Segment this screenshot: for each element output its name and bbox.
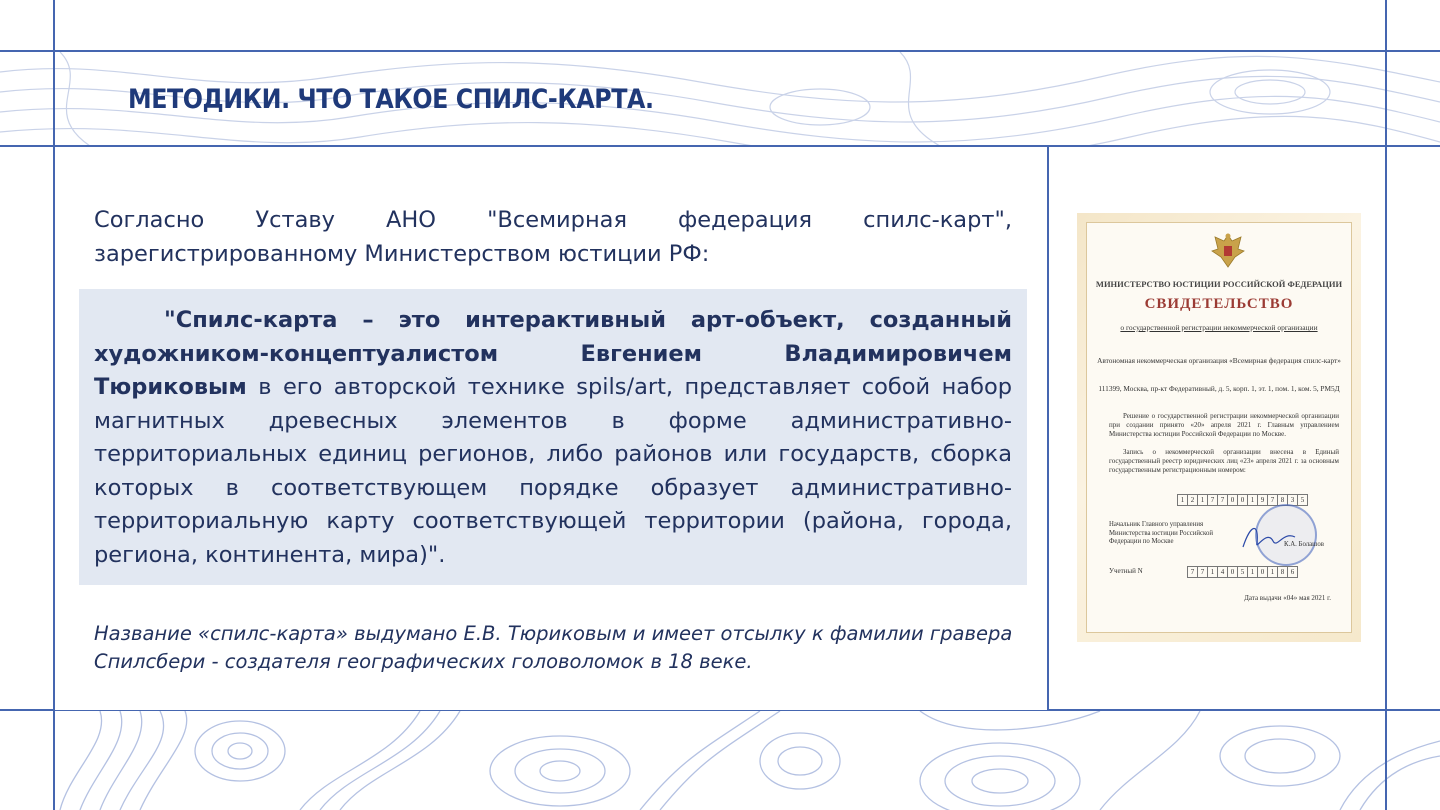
cert-ogrn-digits: 1 2 1 7 7 0 0 1 9 7 8 3 5 [1178, 494, 1308, 506]
cert-address: 111399, Москва, пр-кт Федеративный, д. 5, корп. 1, эт. 1, пом. 1, ком. 5, РМ5Д [1098, 384, 1340, 393]
quote-bold-part: "Спилс-карта – это интерактивный арт-объект, созданный художником-концептуалистом Евгением Владимировичем Тюриковым [94, 307, 1012, 400]
coat-of-arms-icon [1211, 231, 1245, 269]
page-title: МЕТОДИКИ. ЧТО ТАКОЕ СПИЛС-КАРТА. [128, 84, 654, 115]
cert-ministry: МИНИСТЕРСТВО ЮСТИЦИИ РОССИЙСКОЙ ФЕДЕРАЦИИ [1095, 279, 1343, 289]
quote-rest-part: в его авторской технике spils/art, представляет собой набор магнитных древесных элементов в форме административно-территориальных единиц регионов, либо районов или государств, сборка которых в соответствующем порядке образует административно-территориальную карту соответствующей территории (района, города, региона, континента, мира)". [94, 374, 1012, 568]
topographic-pattern-bottom [0, 711, 1440, 810]
cert-uch-label: Учетный N [1109, 567, 1143, 575]
cert-chief: Начальник Главного управления Министерства юстиции Российской Федерации по Москве [1109, 521, 1213, 545]
quote-box [79, 289, 1027, 585]
cert-subheading: о государственной регистрации некоммерческой организации [1120, 323, 1318, 332]
cert-organization: Автономная некоммерческая организация «Всемирная федерация спилс-карт» [1097, 356, 1341, 365]
definition-quote [94, 304, 1012, 572]
cert-chief-name: К.А. Болашов [1284, 541, 1325, 548]
grid-line-right [1385, 0, 1387, 810]
cert-issue-date: Дата выдачи «04» мая 2021 г. [1244, 594, 1331, 602]
cert-uch-digits: 7 7 1 4 0 5 1 0 1 8 6 [1188, 566, 1298, 578]
registration-certificate-image [1077, 213, 1361, 642]
grid-line-top [0, 50, 1440, 52]
certificate-sheet [1086, 222, 1352, 633]
cert-record: Запись о некоммерческой организации внесена в Единый государственный реестр юридических лиц «23» апреля 2021 г. за основным государственным регистрационным номером: [1109, 448, 1339, 474]
origin-note: Название «спилс-карта» выдумано Е.В. Тюриковым и имеет отсылку к фамилии гравера Спилсбери - создателя географических головоломок в 18 веке. [94, 622, 1013, 673]
intro-text: Согласно Уставу АНО "Всемирная федерация спилс-карт", зарегистрированному Министерством юстиции РФ: [94, 207, 1012, 267]
cert-heading: СВИДЕТЕЛЬСТВО [1144, 296, 1294, 312]
grid-line-divider [1047, 146, 1049, 710]
cert-decision: Решение о государственной регистрации некоммерческой организации при создании принято «20» апреля 2021 г. Главным управлением Министерства юстиции Российской Федерации по Москве. [1109, 412, 1339, 438]
